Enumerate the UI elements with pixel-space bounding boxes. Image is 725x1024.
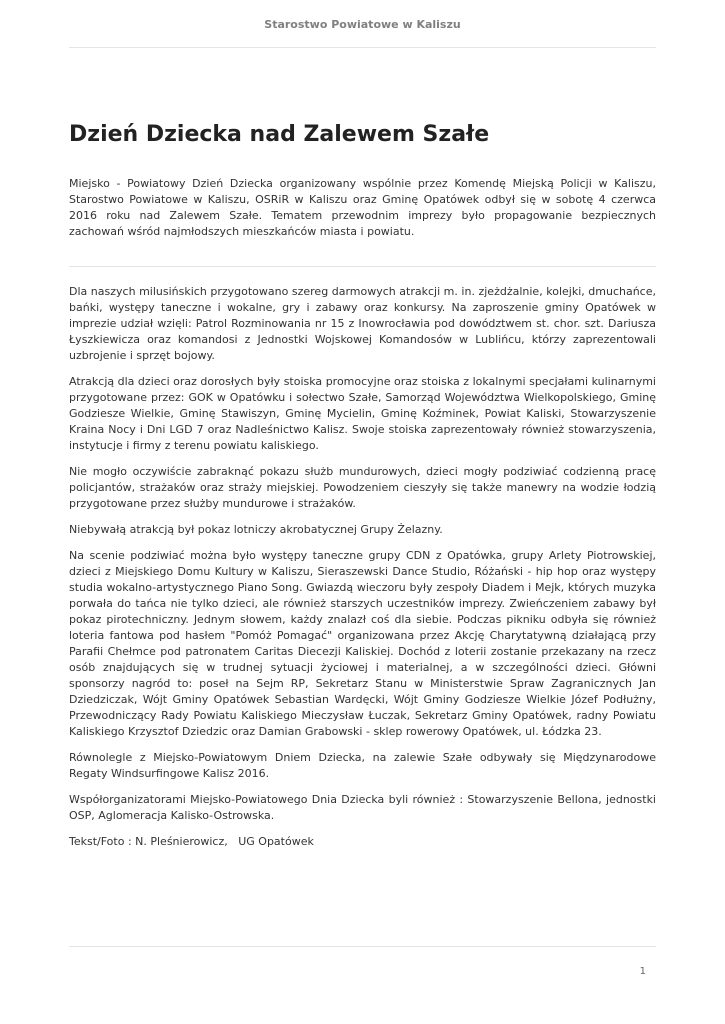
article-intro-section	[69, 176, 656, 240]
paragraph-attractions: Dla naszych milusińskich przygotowano szereg darmowych atrakcji m. in. zjeżdżalnie, kolejki, dmuchańce, bańki, występy taneczne i wokalne, gry i zabawy oraz konkursy. Na zaproszenie gminy Opatówek w imprezie udział wzięli: Patrol Rozminowania nr 15 z Inowrocławia pod dowództwem st. chor. szt. Dariusza Łyszkiewicza oraz komandosi z Jednostki Wojskowej Komandosów w Lublińcu, którzy zaprezentowali uzbrojenie i sprzęt bojowy.	[69, 285, 656, 362]
paragraph-air-show: Niebywałą atrakcją był pokaz lotniczy akrobatycznej Grupy Żelazny.	[69, 523, 443, 536]
paragraph-stage: Na scenie podziwiać można było występy taneczne grupy CDN z Opatówka, grupy Arlety Piotrowskiej, dzieci z Miejskiego Domu Kultury w Kaliszu, Sieraszewski Dance Studio, Różański - hip hop oraz występy studia wokalno-artystycznego Piano Song. Gwiazdą wieczoru były zespoły Diadem i Mejk, których muzyka porwała do tańca nie tylko dzieci, ale również starszych uczestników imprezy. Zwieńczeniem zabawy był pokaz pirotechniczny. Jednym słowem, każdy znalazł coś dla siebie. Podczas pikniku odbyła się również loteria fantowa pod hasłem "Pomóż Pomagać" organizowana przez Akcję Charytatywną działającą przy Parafii Chełmce pod patronatem Caritas Diecezji Kaliskiej. Dochód z loterii zostanie przekazany na rzecz osób znajdujących się w trudnej sytuacji życiowej i materialnej, a w szczególności dzieci. Główni sponsorzy nagród to: poseł na Sejm RP, Sekretarz Stanu w Ministerstwie Spraw Zagranicznych Jan Dziedziczak, Wójt Gminy Opatówek Sebastian Wardęcki, Wójt Gminy Godziesze Wielkie Józef Podłużny, Przewodniczący Rady Powiatu Kaliskiego Mieczysław Łuczak, Sekretarz Gminy Opatówek, radny Powiatu Kaliskiego Krzysztof Dziedzic oraz Damian Grabowski - sklep rowerowy Opatówek, ul. Łódzka 23.	[69, 549, 656, 738]
paragraph-services: Nie mogło oczywiście zabraknąć pokazu służb mundurowych, dzieci mogły podziwiać codzienną pracę policjantów, strażaków oraz straży miejskiej. Powodzeniem cieszyły się także manewry na wodzie łodzią przygotowane przez służby mundurowe i strażaków.	[69, 465, 656, 510]
footer-divider	[69, 946, 656, 947]
header-divider	[69, 47, 656, 48]
site-header-title: Starostwo Powiatowe w Kaliszu	[264, 18, 461, 31]
article-intro: Miejsko - Powiatowy Dzień Dziecka organizowany wspólnie przez Komendę Miejską Policji w Kaliszu, Starostwo Powiatowe w Kaliszu, OSRiR w Kaliszu oraz Gminę Opatówek odbył się w sobotę 4 czerwca 2016 roku nad Zalewem Szałe. Tematem przewodnim imprezy było propagowanie bezpiecznych zachowań wśród najmłodszych mieszkańców miasta i powiatu.	[69, 177, 656, 238]
article-title: Dzień Dziecka nad Zalewem Szałe	[69, 122, 490, 147]
intro-divider	[69, 266, 656, 267]
article-credits: Tekst/Foto : N. Pleśnierowicz, UG Opatówek	[69, 835, 314, 848]
page-number: 1	[639, 966, 646, 977]
paragraph-stands: Atrakcją dla dzieci oraz dorosłych były stoiska promocyjne oraz stoiska z lokalnymi specjałami kulinarnymi przygotowane przez: GOK w Opatówku i sołectwo Szałe, Samorząd Województwa Wielkopolskiego, Gminę Godziesze Wielkie, Gminę Stawiszyn, Gminę Mycielin, Gminę Koźminek, Powiat Kaliski, Stowarzyszenie Kraina Nocy i Dni LGD 7 oraz Nadleśnictwo Kalisz. Swoje stoiska zaprezentowały również stowarzyszenia, instytucje i firmy z terenu powiatu kaliskiego.	[69, 375, 656, 452]
paragraph-coorganizers: Współorganizatorami Miejsko-Powiatowego Dnia Dziecka byli również : Stowarzyszenie Bellona, jednostki OSP, Aglomeracja Kalisko-Ostrowska.	[69, 793, 656, 822]
article-body	[69, 284, 656, 860]
paragraph-regatta: Równolegle z Miejsko-Powiatowym Dniem Dziecka, na zalewie Szałe odbywały się Międzynarodowe Regaty Windsurfingowe Kalisz 2016.	[69, 751, 656, 780]
